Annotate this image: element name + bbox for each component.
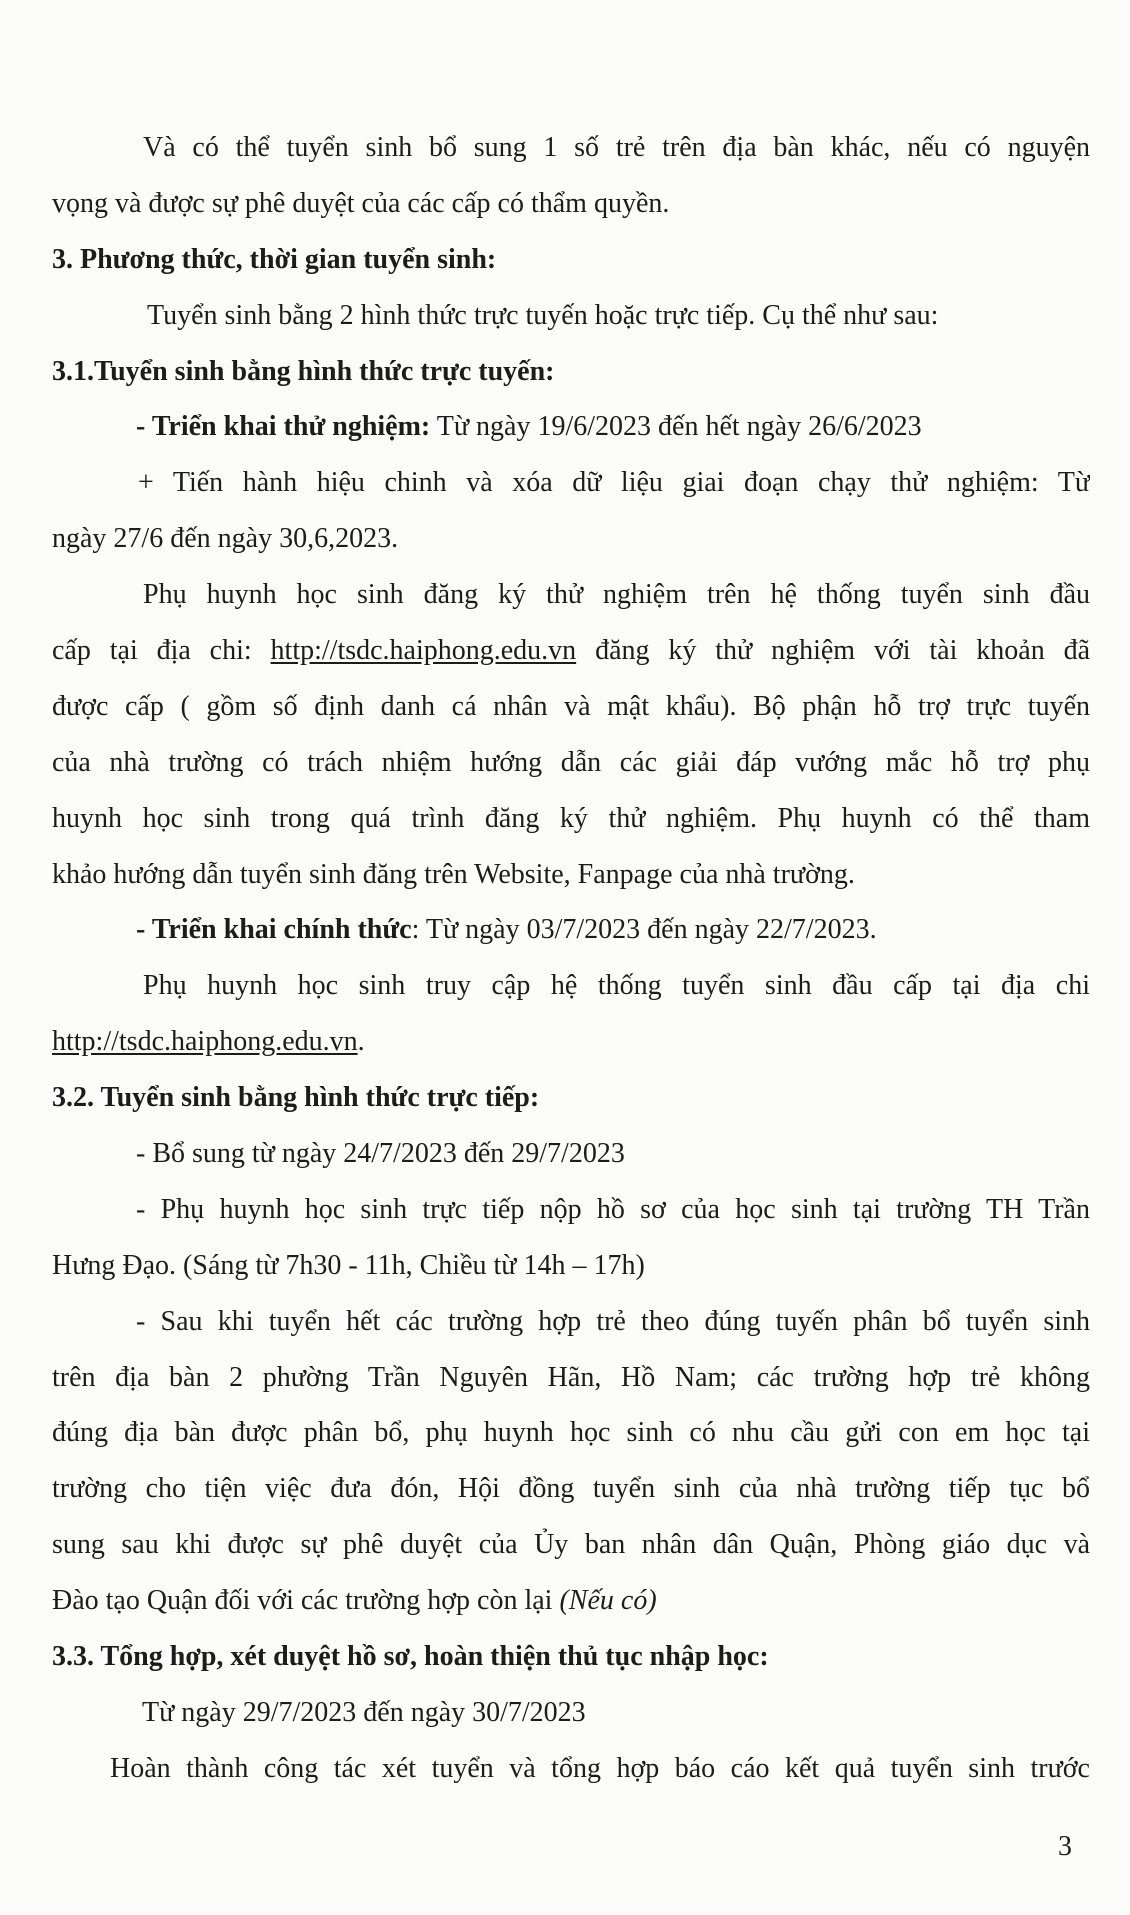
link-line-prefix: cấp tại địa chi: <box>52 635 271 667</box>
italic-note: (Nếu có) <box>559 1585 657 1617</box>
paragraph-line: đúng địa bàn được phân bổ, phụ huynh học sinh có nhu cầu gửi con em học tại <box>52 1417 1090 1449</box>
registration-link[interactable]: http://tsdc.haiphong.edu.vn <box>270 635 577 667</box>
paragraph-line: - Sau khi tuyển hết các trường hợp trẻ theo đúng tuyến phân bổ tuyển sinh <box>136 1305 1090 1337</box>
paragraph-text: Đào tạo Quận đối với các trường hợp còn lại <box>52 1585 560 1617</box>
section-heading-3-2: 3.2. Tuyển sinh bằng hình thức trực tiếp: <box>52 1082 540 1114</box>
access-link-suffix: . <box>357 1026 365 1058</box>
trial-deployment-dates: Từ ngày 19/6/2023 đến hết ngày 26/6/2023 <box>430 411 922 443</box>
link-line <box>52 623 1090 679</box>
trial-deployment-label: - Triển khai thử nghiệm: <box>136 411 431 443</box>
section-heading-3: 3. Phương thức, thời gian tuyển sinh: <box>52 243 497 275</box>
access-link[interactable]: http://tsdc.haiphong.edu.vn <box>52 1026 358 1058</box>
document-body <box>52 120 1090 1797</box>
paragraph-line: trường cho tiện việc đưa đón, Hội đồng tuyển sinh của nhà trường tiếp tục bổ <box>52 1473 1090 1505</box>
paragraph-line: vọng và được sự phê duyệt của các cấp có thẩm quyền. <box>52 187 670 219</box>
paragraph-line <box>52 1573 1090 1629</box>
page-number: 3 <box>1058 1831 1072 1862</box>
paragraph-line: trên địa bàn 2 phường Trần Nguyên Hãn, Hồ Nam; các trường hợp trẻ không <box>52 1361 1090 1393</box>
paragraph-line: khảo hướng dẫn tuyển sinh đăng trên Website, Fanpage của nhà trường. <box>52 858 855 890</box>
section-heading-3-1: 3.1.Tuyển sinh bằng hình thức trực tuyến: <box>52 355 555 387</box>
trial-deployment-line <box>52 399 1090 455</box>
paragraph-line: ngày 27/6 đến ngày 30,6,2023. <box>52 523 399 555</box>
paragraph-line: Hoàn thành công tác xét tuyển và tổng hợp báo cáo kết quả tuyển sinh trước <box>110 1752 1090 1784</box>
access-link-line <box>52 1014 1090 1070</box>
official-deployment-dates: : Từ ngày 03/7/2023 đến ngày 22/7/2023. <box>411 914 877 946</box>
section-heading-3-3: 3.3. Tổng hợp, xét duyệt hồ sơ, hoàn thiện thủ tục nhập học: <box>52 1641 769 1673</box>
paragraph-line: sung sau khi được sự phê duyệt của Ủy ban nhân dân Quận, Phòng giáo dục và <box>52 1529 1090 1561</box>
paragraph-line: + Tiến hành hiệu chinh và xóa dữ liệu giai đoạn chạy thử nghiệm: Từ <box>138 467 1090 499</box>
paragraph-line: Và có thể tuyển sinh bổ sung 1 số trẻ trên địa bàn khác, nếu có nguyện <box>143 132 1090 163</box>
paragraph-line: Phụ huynh học sinh đăng ký thử nghiệm trên hệ thống tuyển sinh đầu <box>143 579 1090 611</box>
link-line-suffix: đăng ký thử nghiệm với tài khoản đã <box>576 635 1090 667</box>
paragraph-line: huynh học sinh trong quá trình đăng ký thử nghiệm. Phụ huynh có thể tham <box>52 802 1090 834</box>
paragraph-line: Tuyển sinh bằng 2 hình thức trực tuyến hoặc trực tiếp. Cụ thể như sau: <box>147 299 939 331</box>
paragraph-line: được cấp ( gồm số định danh cá nhân và mật khẩu). Bộ phận hỗ trợ trực tuyến <box>52 690 1090 722</box>
paragraph-line: của nhà trường có trách nhiệm hướng dẫn các giải đáp vướng mắc hỗ trợ phụ <box>52 746 1090 778</box>
paragraph-line: Từ ngày 29/7/2023 đến ngày 30/7/2023 <box>142 1696 586 1728</box>
paragraph-line: Phụ huynh học sinh truy cập hệ thống tuyển sinh đầu cấp tại địa chi <box>143 970 1090 1002</box>
paragraph-line: Hưng Đạo. (Sáng từ 7h30 - 11h, Chiều từ 14h – 17h) <box>52 1249 645 1281</box>
paragraph-line: - Phụ huynh học sinh trực tiếp nộp hồ sơ của học sinh tại trường TH Trần <box>136 1193 1090 1225</box>
paragraph-line: - Bổ sung từ ngày 24/7/2023 đến 29/7/2023 <box>136 1138 625 1170</box>
official-deployment-line <box>52 902 1090 958</box>
official-deployment-label: - Triển khai chính thức <box>136 914 412 946</box>
